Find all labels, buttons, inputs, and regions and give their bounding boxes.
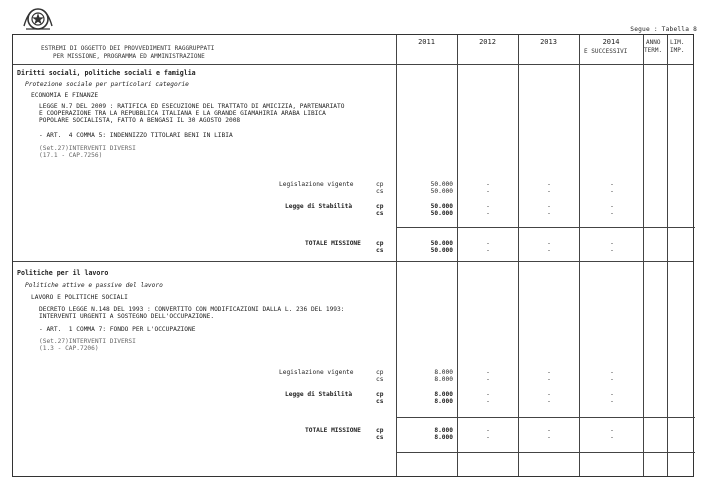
value-2012-cp: - xyxy=(486,181,490,188)
row-code-cs: cs xyxy=(376,434,384,441)
column-divider xyxy=(457,35,458,476)
value-2011-cs: 50.000 xyxy=(430,210,453,217)
total-divider xyxy=(396,227,695,228)
row-label-legislazione-vigente: Legislazione vigente xyxy=(279,369,354,376)
row-code-cp: cp xyxy=(376,240,384,247)
column-divider xyxy=(667,35,668,476)
republic-emblem-icon xyxy=(20,6,56,32)
mission-divider xyxy=(13,261,693,262)
mission-title: Diritti sociali, politiche sociali e famiglia xyxy=(17,69,196,77)
row-label-legge-stabilita: Legge di Stabilità xyxy=(285,203,353,210)
article-line: - ART. 1 COMMA 7: FONDO PER L'OCCUPAZIONE xyxy=(39,326,196,333)
value-2014-cs: - xyxy=(610,434,614,441)
total-divider xyxy=(396,452,695,453)
value-2011-cp: 50.000 xyxy=(430,181,453,188)
column-divider xyxy=(518,35,519,476)
value-2011-cp: 8.000 xyxy=(434,369,453,376)
row-label-legislazione-vigente: Legislazione vigente xyxy=(279,181,354,188)
value-2013-cs: - xyxy=(547,398,551,405)
row-code-cs: cs xyxy=(376,247,384,254)
column-divider xyxy=(643,35,644,476)
row-code-cs: cs xyxy=(376,376,384,383)
column-header-description-sub: PER MISSIONE, PROGRAMMA ED AMMINISTRAZIONE xyxy=(53,53,205,60)
mission-title: Politiche per il lavoro xyxy=(17,269,109,277)
row-code-cs: cs xyxy=(376,210,384,217)
value-2011-cs: 8.000 xyxy=(434,434,453,441)
program-title: Politiche attive e passive del lavoro xyxy=(25,282,163,289)
value-2013-cs: - xyxy=(547,210,551,217)
column-header-lim-sub: IMP. xyxy=(670,47,685,54)
value-2013-cs: - xyxy=(547,434,551,441)
column-header-description: ESTREMI DI OGGETTO DEI PROVVEDIMENTI RAGGRUPPATI xyxy=(41,45,215,52)
row-code-cs: cs xyxy=(376,398,384,405)
value-2013-cp: - xyxy=(547,203,551,210)
header-divider xyxy=(13,64,693,65)
row-code-cs: cs xyxy=(376,188,384,195)
value-2012-cs: - xyxy=(486,210,490,217)
budget-table xyxy=(12,34,694,477)
sector-line: (Set.27)INTERVENTI DIVERSI xyxy=(39,145,136,152)
value-2012-cs: - xyxy=(486,188,490,195)
law-line: POPOLARE SOCIALISTA, FATTO A BENGASI IL 30 AGOSTO 2008 xyxy=(39,117,241,124)
row-label-totale-missione: TOTALE MISSIONE xyxy=(305,240,361,247)
value-2013-cp: - xyxy=(547,181,551,188)
sector-line: (Set.27)INTERVENTI DIVERSI xyxy=(39,338,136,345)
value-2012-cs: - xyxy=(486,398,490,405)
continuation-label: Segue : Tabella 8 xyxy=(630,26,697,33)
article-line: - ART. 4 COMMA 5: INDENNIZZO TITOLARI BENI IN LIBIA xyxy=(39,132,233,139)
value-2014-cp: - xyxy=(610,203,614,210)
column-header-2014: 2014 xyxy=(602,38,620,46)
value-2014-cs: - xyxy=(610,247,614,254)
value-2014-cp: - xyxy=(610,369,614,376)
value-2012-cs: - xyxy=(486,434,490,441)
value-2012-cs: - xyxy=(486,247,490,254)
total-divider xyxy=(396,417,695,418)
value-2013-cs: - xyxy=(547,247,551,254)
chapter-line: (17.1 - CAP.7256) xyxy=(39,152,103,159)
row-label-totale-missione: TOTALE MISSIONE xyxy=(305,427,361,434)
value-2014-cp: - xyxy=(610,240,614,247)
value-2012-cs: - xyxy=(486,376,490,383)
column-header-lim: LIM. xyxy=(670,39,685,46)
value-2014-cp: - xyxy=(610,427,614,434)
column-header-2011: 2011 xyxy=(418,38,435,46)
value-2011-cs: 50.000 xyxy=(430,247,453,254)
value-2013-cp: - xyxy=(547,240,551,247)
column-header-anno-sub: TERM. xyxy=(644,47,663,54)
administration-name: ECONOMIA E FINANZE xyxy=(31,92,99,99)
law-line: LEGGE N.7 DEL 2009 : RATIFICA ED ESECUZIONE DEL TRATTATO DI AMICIZIA, PARTENARIATO xyxy=(39,103,345,110)
row-code-cp: cp xyxy=(376,203,384,210)
value-2013-cp: - xyxy=(547,391,551,398)
row-code-cp: cp xyxy=(376,369,384,376)
value-2011-cp: 8.000 xyxy=(434,391,453,398)
value-2012-cp: - xyxy=(486,391,490,398)
value-2011-cp: 8.000 xyxy=(434,427,453,434)
column-divider xyxy=(579,35,580,476)
value-2012-cp: - xyxy=(486,203,490,210)
row-label-legge-stabilita: Legge di Stabilità xyxy=(285,391,353,398)
row-code-cp: cp xyxy=(376,391,384,398)
value-2013-cs: - xyxy=(547,188,551,195)
value-2013-cs: - xyxy=(547,376,551,383)
column-header-2013: 2013 xyxy=(540,38,557,46)
column-divider xyxy=(396,35,397,476)
value-2011-cp: 50.000 xyxy=(430,240,453,247)
value-2011-cp: 50.000 xyxy=(430,203,453,210)
law-line: DECRETO LEGGE N.148 DEL 1993 : CONVERTITO CON MODIFICAZIONI DALLA L. 236 DEL 1993: xyxy=(39,306,345,313)
value-2014-cp: - xyxy=(610,181,614,188)
column-header-anno: ANNO xyxy=(646,39,661,46)
value-2011-cs: 50.000 xyxy=(430,188,453,195)
column-header-2012: 2012 xyxy=(479,38,496,46)
value-2012-cp: - xyxy=(486,369,490,376)
value-2011-cs: 8.000 xyxy=(434,376,453,383)
program-title: Protezione sociale per particolari categorie xyxy=(25,81,189,88)
value-2014-cp: - xyxy=(610,391,614,398)
value-2014-cs: - xyxy=(610,210,614,217)
value-2014-cs: - xyxy=(610,376,614,383)
value-2014-cs: - xyxy=(610,188,614,195)
chapter-line: (1.3 - CAP.7206) xyxy=(39,345,99,352)
value-2011-cs: 8.000 xyxy=(434,398,453,405)
law-line: E COOPERAZIONE TRA LA REPUBBLICA ITALIANA E LA GRANDE GIAMAHIRIA ARABA LIBICA xyxy=(39,110,326,117)
law-line: INTERVENTI URGENTI A SOSTEGNO DELL'OCCUPAZIONE. xyxy=(39,313,215,320)
value-2012-cp: - xyxy=(486,427,490,434)
administration-name: LAVORO E POLITICHE SOCIALI xyxy=(31,294,128,301)
row-code-cp: cp xyxy=(376,181,384,188)
column-header-2014-sub: E SUCCESSIVI xyxy=(584,48,628,55)
value-2013-cp: - xyxy=(547,369,551,376)
row-code-cp: cp xyxy=(376,427,384,434)
value-2013-cp: - xyxy=(547,427,551,434)
value-2012-cp: - xyxy=(486,240,490,247)
value-2014-cs: - xyxy=(610,398,614,405)
